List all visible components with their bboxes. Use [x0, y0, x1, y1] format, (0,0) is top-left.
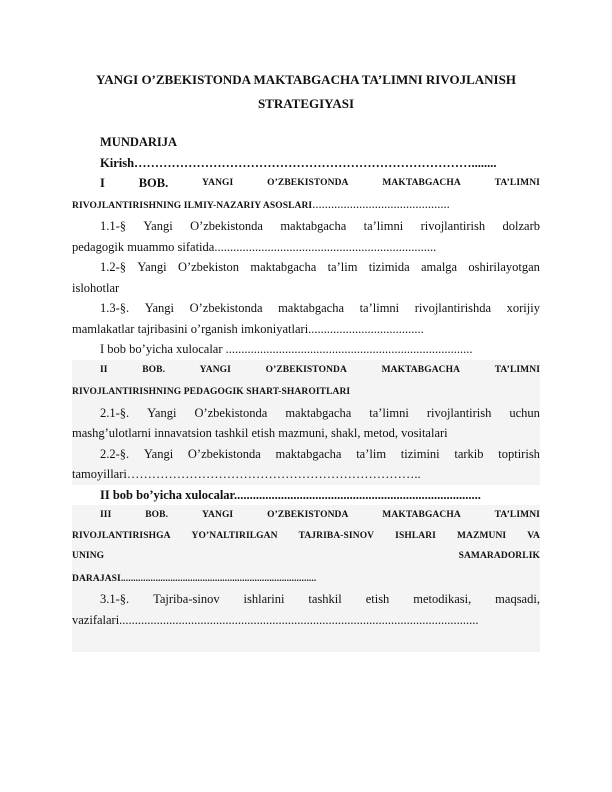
- toc-chapter-2-line-2: RIVOJLANTIRISHNING PEDAGOGIK SHART-SHAROITLARI: [72, 387, 351, 397]
- toc-section-1-1-line-2: pedagogik muammo sifatida.......................................................................: [72, 239, 437, 254]
- toc-shaded-block: [72, 360, 540, 485]
- document-page: [72, 68, 540, 652]
- toc-kirish: Kirish………………………………………………………………………........: [100, 155, 497, 170]
- toc-shaded-block-2: [72, 505, 540, 652]
- title-line-1: YANGI O’ZBEKISTONDA MAKTABGACHA TA’LIMNI RIVOJLANISH: [96, 72, 516, 87]
- document-title: [72, 68, 540, 116]
- toc-chapter-1-line-1: I BOB. YANGI O’ZBEKISTONDA MAKTABGACHA TA’LIMNI: [100, 176, 540, 190]
- toc-section-1-3-line-1: 1.3-§. Yangi O’zbekistonda maktabgacha ta’limni rivojlantirishda xorijiy: [100, 301, 540, 315]
- toc-chapter-3-line-2: RIVOJLANTIRISHGA YO’NALTIRILGAN TAJRIBA-SINOV ISHLARI MAZMUNI VA: [72, 530, 540, 541]
- title-line-2: STRATEGIYASI: [257, 96, 355, 111]
- toc-chapter-2-line-1: II BOB. YANGI O’ZBEKISTONDA MAKTABGACHA TA’LIMNI: [100, 364, 540, 375]
- toc-chapter-3-line-1: III BOB. YANGI O’ZBEKISTONDA MAKTABGACHA TA’LIMNI: [100, 510, 540, 520]
- toc-chapter-3-line-3: UNING SAMARADORLIK: [72, 551, 540, 561]
- toc-section-1-3-line-2: mamlakatlar tajribasini o’rganish imkoniyatlari.....................................: [72, 321, 424, 336]
- toc-chapter-1-line-2: RIVOJLANTIRISHNING ILMIY-NAZARIY ASOSLARI............................................: [72, 196, 450, 211]
- toc-chapter-2-summary: II bob bo’yicha xulocalar...............................................................................: [100, 487, 481, 502]
- toc-section-3-1-line-1: 3.1-§. Tajriba-sinov ishlarini tashkil etish metodikasi, maqsadi,: [100, 592, 540, 606]
- toc-section-3-1-line-2: vazifalari...................................................................................................................: [72, 612, 479, 627]
- toc-section-2-2-line-1: 2.2-§. Yangi O’zbekistonda maktabgacha ta’lim tizimini tarkib toptirish: [100, 446, 540, 461]
- toc-heading: MUNDARIJA: [100, 135, 178, 149]
- toc-chapter-3-line-4: DARAJASI...............................................................................: [72, 573, 317, 584]
- toc-section-2-1-line-1: 2.1-§. Yangi O’zbekistonda maktabgacha ta’limni rivojlantirish uchun: [100, 405, 540, 420]
- toc-section-2-1-line-2: mashg’ulotlarni innavatsion tashkil etish mazmuni, shakl, metod, vositalari: [72, 426, 448, 440]
- toc-section-1-1-line-1: 1.1-§ Yangi O’zbekistonda maktabgacha ta’limni rivojlantirish dolzarb: [100, 219, 540, 233]
- toc-section-1-2-line-2: islohotlar: [72, 280, 120, 295]
- toc-section-1-2-line-1: 1.2-§ Yangi O’zbekiston maktabgacha ta’lim tizimida amalga oshirilayotgan: [100, 260, 540, 274]
- toc-section-2-2-line-2: tamoyillari……………………………………………………………..: [72, 467, 421, 481]
- toc-chapter-1-summary: I bob bo’yicha xulocalar ...............................................................................: [100, 342, 473, 356]
